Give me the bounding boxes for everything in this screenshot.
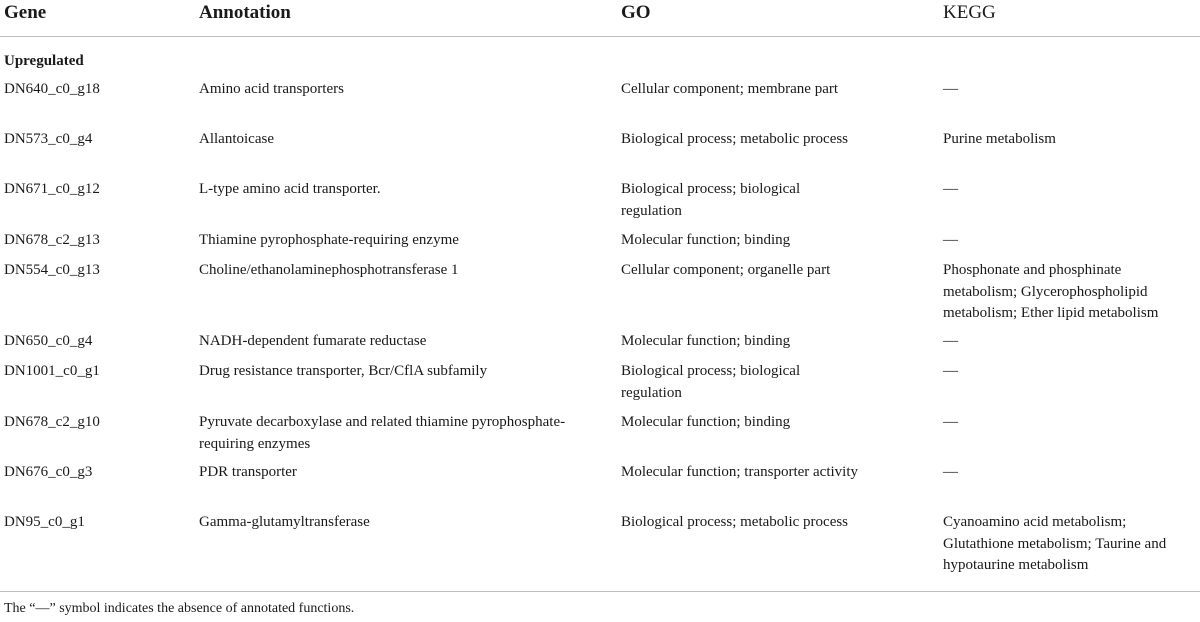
cell-kegg: Phosphonate and phosphinate metabolism; Glycerophospholipid metabolism; Ether lipid metabolism xyxy=(943,262,1159,321)
cell-kegg: — xyxy=(943,333,958,349)
cell-go: Cellular component; membrane part xyxy=(621,81,839,97)
cell-go: Molecular function; binding xyxy=(621,414,791,430)
cell-gene: DN95_c0_g1 xyxy=(4,514,85,530)
cell-kegg: — xyxy=(943,363,958,379)
cell-annotation: Allantoicase xyxy=(199,131,274,147)
cell-gene: DN640_c0_g18 xyxy=(4,81,100,97)
cell-gene: DN650_c0_g4 xyxy=(4,333,93,349)
cell-go: Biological process; biological regulation xyxy=(621,181,801,219)
cell-gene: DN1001_c0_g1 xyxy=(4,363,100,379)
cell-annotation: L-type amino acid transporter. xyxy=(199,181,381,197)
cell-annotation: Amino acid transporters xyxy=(199,81,344,97)
cell-gene: DN671_c0_g12 xyxy=(4,181,100,197)
table-bottom-rule xyxy=(0,591,1200,592)
cell-kegg: — xyxy=(943,464,958,480)
cell-go: Molecular function; binding xyxy=(621,232,791,248)
cell-go: Cellular component; organelle part xyxy=(621,262,831,278)
cell-annotation: Thiamine pyrophosphate-requiring enzyme xyxy=(199,232,459,248)
table-footnote: The “—” symbol indicates the absence of annotated functions. xyxy=(4,601,355,616)
section-label: Upregulated xyxy=(4,53,84,69)
cell-gene: DN676_c0_g3 xyxy=(4,464,93,480)
cell-kegg: — xyxy=(943,414,958,430)
cell-gene: DN554_c0_g13 xyxy=(4,262,100,278)
cell-annotation: PDR transporter xyxy=(199,464,297,480)
cell-go: Biological process; biological regulation xyxy=(621,363,801,401)
cell-go: Biological process; metabolic process xyxy=(621,514,849,530)
cell-go: Molecular function; binding xyxy=(621,333,791,349)
header-annotation: Annotation xyxy=(199,2,291,23)
table-header-row xyxy=(0,0,1200,37)
cell-annotation: Gamma-glutamyltransferase xyxy=(199,514,370,530)
cell-kegg: — xyxy=(943,181,958,197)
cell-annotation: Drug resistance transporter, Bcr/CflA subfamily xyxy=(199,363,488,379)
header-kegg: KEGG xyxy=(943,2,996,23)
cell-go: Biological process; metabolic process xyxy=(621,131,849,147)
cell-annotation: NADH-dependent fumarate reductase xyxy=(199,333,427,349)
cell-kegg: Purine metabolism xyxy=(943,131,1056,147)
cell-kegg: Cyanoamino acid metabolism; Glutathione metabolism; Taurine and hypotaurine metabolism xyxy=(943,514,1167,573)
cell-go: Molecular function; transporter activity xyxy=(621,464,859,480)
cell-annotation: Choline/ethanolaminephosphotransferase 1 xyxy=(199,262,459,278)
header-gene: Gene xyxy=(4,2,47,23)
cell-gene: DN678_c2_g10 xyxy=(4,414,100,430)
header-go: GO xyxy=(621,2,651,23)
cell-kegg: — xyxy=(943,232,958,248)
section-row-upregulated xyxy=(0,51,1200,75)
cell-kegg: — xyxy=(943,81,958,97)
cell-annotation: Pyruvate decarboxylase and related thiamine pyrophosphate-requiring enzymes xyxy=(199,414,566,452)
cell-gene: DN678_c2_g13 xyxy=(4,232,100,248)
cell-gene: DN573_c0_g4 xyxy=(4,131,93,147)
